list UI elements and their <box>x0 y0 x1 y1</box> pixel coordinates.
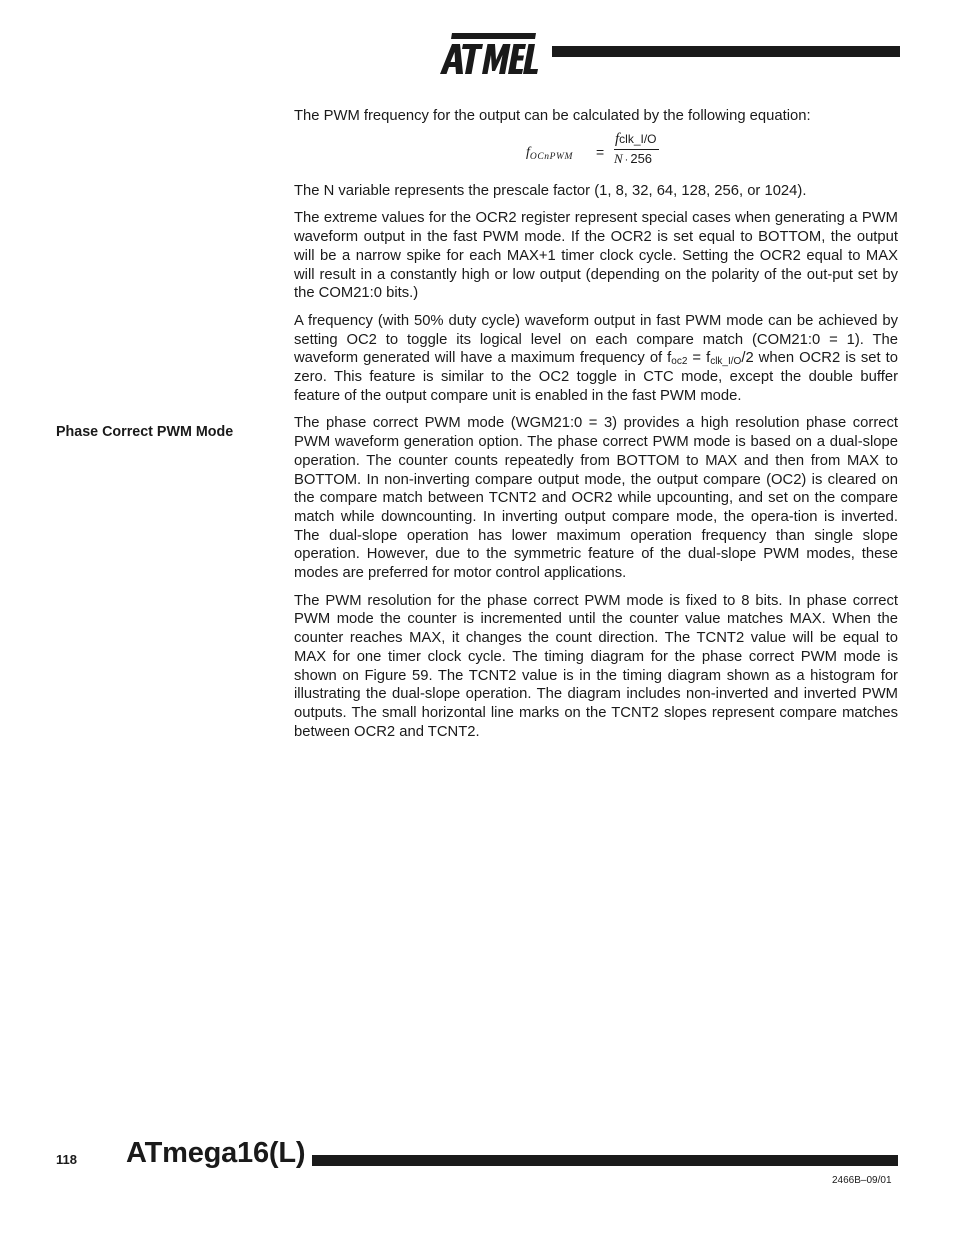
footer-rule <box>312 1155 898 1166</box>
atmel-logo <box>438 30 540 78</box>
equation-fraction <box>614 131 659 167</box>
paragraph-toggle-frequency: A frequency (with 50% duty cycle) waveform output in fast PWM mode can be achieved by setting OC2 to toggle its logical level on each compare match (COM21:0 = 1). The waveform generated will have a maximum frequency of $f_{oc2} = f_{clk\_I/O}/2$ when OCR2 is set to zero. This feature is similar to the OC2 toggle in CTC mode, except the double buffer feature of the output compare unit is enabled in the fast PWM mode. <box>294 312 898 404</box>
equation-numerator: fclk_I/O <box>614 131 659 150</box>
equation-lhs: $f_{OCnPWM}$ <box>526 144 574 162</box>
paragraph-pwm-frequency-intro: The PWM frequency for the output can be calculated by the following equation: <box>294 108 811 124</box>
document-code: 2466B–09/01 <box>832 1175 892 1186</box>
body-text <box>294 107 898 750</box>
header-rule <box>552 46 900 57</box>
page-number: 118 <box>56 1152 77 1167</box>
equation-denominator: N · 256 <box>614 150 653 166</box>
paragraph-prescale-factor: The N variable represents the prescale factor (1, 8, 32, 64, 128, 256, or 1024). <box>294 182 807 199</box>
section-heading: Phase Correct PWM Mode <box>56 424 234 440</box>
paragraph-phase-correct-resolution: The PWM resolution for the phase correct PWM mode is fixed to 8 bits. In phase correct PWM mode the counter is incremented until the counter value matches MAX. When the counter reaches MAX, it changes the count direction. The TCNT2 value will be equal to MAX for one timer clock cycle. The timing diagram for the phase correct PWM mode is shown on Figure 59. The TCNT2 value is in the timing diagram shown as a histogram for illustrating the dual-slope operation. The diagram includes non-inverted and inverted PWM outputs. The small horizontal line marks on the TCNT2 slopes represent compare matches between OCR2 and TCNT2. <box>294 592 898 740</box>
equation-equals: = <box>596 143 605 160</box>
paragraph-phase-correct-intro: The phase correct PWM mode (WGM21:0 = 3) provides a high resolution phase correct PWM waveform generation option. The phase correct PWM mode is based on a dual-slope operation. The counter counts repeatedly from BOTTOM to MAX and then from MAX to BOTTOM. In non-inverting compare output mode, the output compare (OC2) is cleared on the compare match between TCNT2 and OCR2 while upcounting, and set on the compare match while downcounting. In inverting output compare mode, the opera-tion is inverted. The dual-slope operation has lower maximum operation frequency than single slope operation. However, due to the symmetric feature of the dual-slope PWM modes, these modes are preferred for motor control applications. <box>294 415 898 582</box>
document-title: ATmega16(L) <box>126 1137 306 1169</box>
pwm-frequency-equation <box>294 130 898 177</box>
paragraph-extreme-values: The extreme values for the OCR2 register represent special cases when generating a PWM waveform output in the fast PWM mode. If the OCR2 is set equal to BOTTOM, the output will be a narrow spike for each MAX+1 timer clock cycle. Setting the OCR2 equal to MAX will result in a constantly high or low output (depending on the polarity of the out-put set by the COM21:0 bits.) <box>294 210 898 302</box>
